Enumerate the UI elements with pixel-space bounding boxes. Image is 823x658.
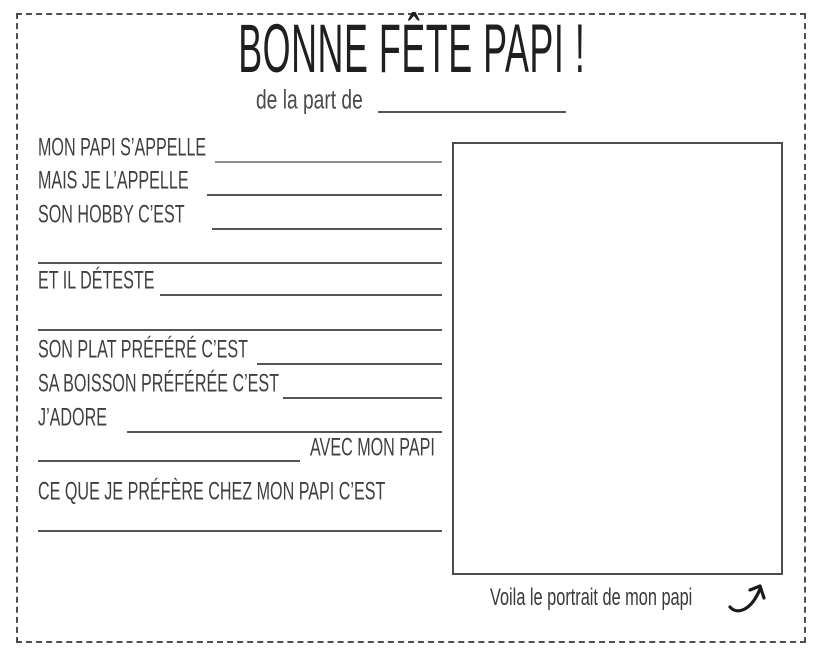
fill-in-line — [38, 329, 442, 331]
prompt-label: SON HOBBY C’EST — [38, 200, 185, 229]
fill-in-line — [160, 294, 442, 296]
fill-in-line — [215, 161, 442, 163]
prompt-label: MAIS JE L’APPELLE — [38, 166, 189, 195]
portrait-caption: Voila le portrait de mon papi — [490, 584, 693, 611]
fill-in-line — [38, 262, 442, 264]
fill-in-line — [207, 194, 442, 196]
fill-in-line — [212, 228, 442, 230]
from-label: de la part de — [256, 85, 363, 115]
portrait-drawing-box — [452, 142, 783, 575]
prompt-label: J’ADORE — [38, 403, 107, 432]
fill-in-line — [38, 530, 442, 532]
prompt-label: ET IL DÉTESTE — [38, 266, 155, 295]
prompt-label: SON PLAT PRÉFÉRÉ C’EST — [38, 335, 248, 364]
page-title-text: BONNE FÊTE PAPI ! — [237, 10, 586, 87]
fill-in-line — [283, 397, 442, 399]
prompt-label: MON PAPI S’APPELLE — [38, 133, 207, 162]
prompt-label: AVEC MON PAPI — [310, 433, 435, 462]
prompt-label: SA BOISSON PRÉFÉRÉE C’EST — [38, 369, 280, 398]
fill-in-line — [257, 363, 442, 365]
page-title — [0, 10, 823, 88]
curved-arrow-up-right-icon — [724, 576, 772, 618]
prompt-label: CE QUE JE PRÉFÈRE CHEZ MON PAPI C’EST — [38, 477, 386, 506]
from-fill-line — [378, 111, 566, 113]
fill-in-line — [38, 460, 300, 462]
